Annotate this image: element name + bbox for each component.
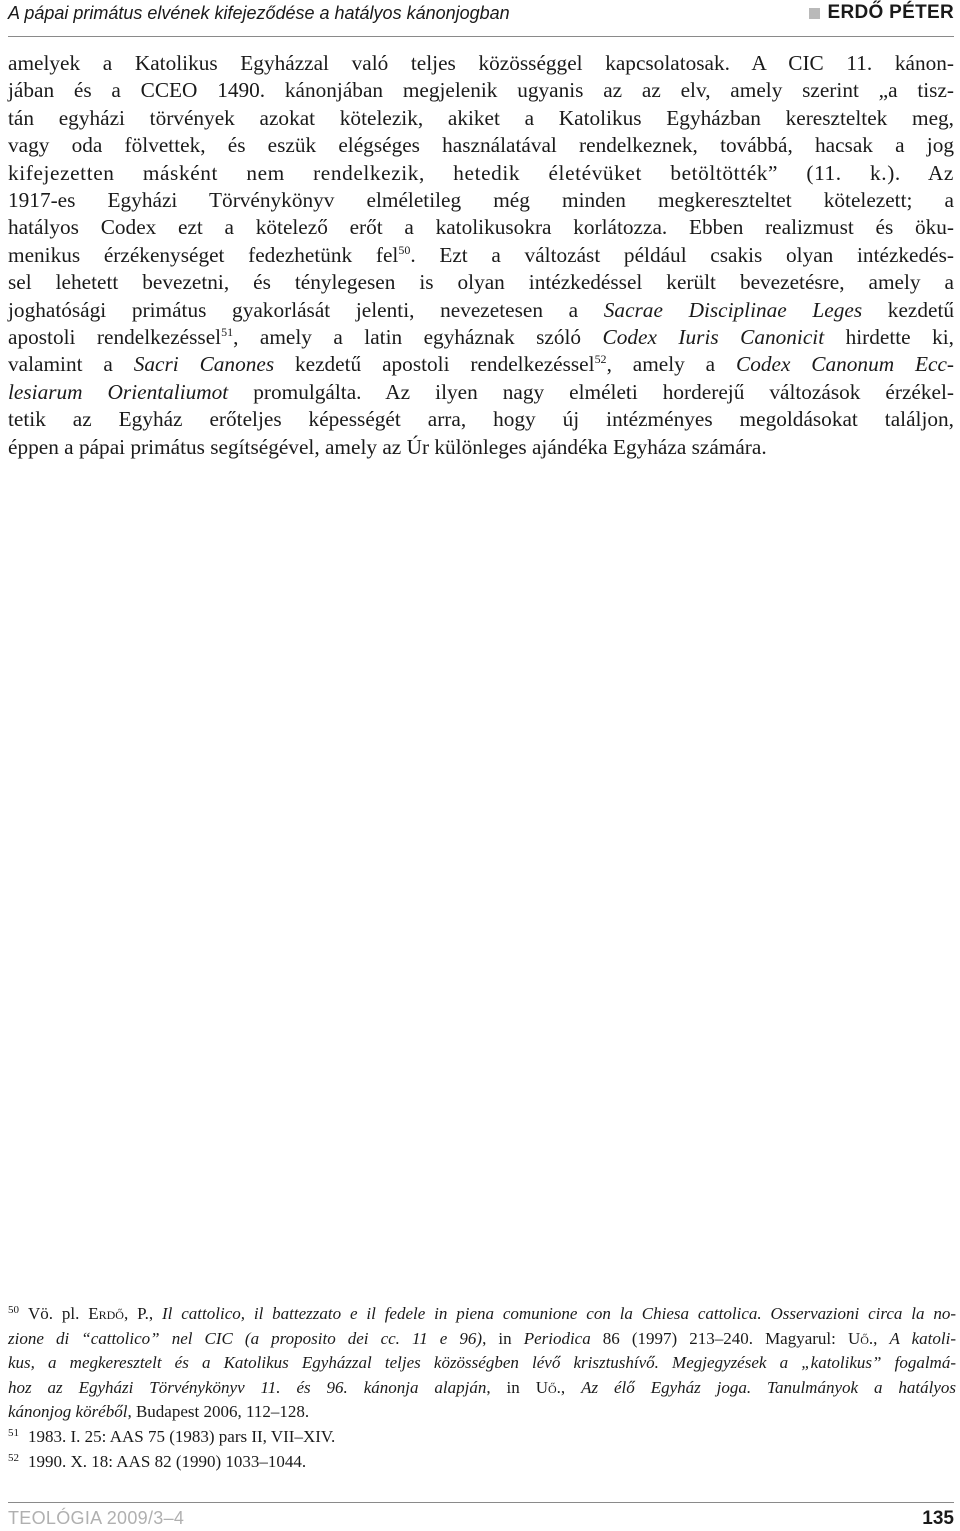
footnote-ref-52: 52 [594,352,607,367]
text-line: valamint a Sacri Canones kezdetű apostoli rendelkezéssel$^{52}$, amely a Codex Canonum Ecc- [8,352,954,377]
footnote-ref-51: 51 [221,325,234,340]
text-line: menikus érzékenységet fedezhetünk fel$^{50}$. Ezt a változást például csakis olyan intézkedés- [8,242,954,267]
text-line: joghatósági primátus gyakorlását jelenti, nevezetesen a Sacrae Disciplinae Leges kezdetű [8,297,955,322]
text-line: vagy oda fölvettek, és eszük elégséges használatával rendelkeznek, továbbá, hacsak a jog [8,133,954,158]
main-paragraph [8,50,954,461]
square-bullet-icon [809,8,820,19]
text-line: tán egyházi törvények azokat kötelezik, akiket a Katolikus Egyházban kereszteltek meg, [8,105,954,130]
footnote-50-line: zione di “cattolico” nel CIC (a proposito dei cc. 11 e 96), in Periodica 86 (1997) 213–240. Magyarul: Uő., A katoli- [8,1328,957,1348]
footnote-50-line: kus, a megkeresztelt és a Katolikus Egyházzal teljes közösségben lévő krisztushívő. Megjegyzések a „katolikus” fogalmá- [8,1353,956,1373]
footnotes [8,1302,956,1474]
footnote-50: 50 Vö. pl. Erdő, P., Il cattolico, il battezzato e il fedele in piena comunione con la Chiesa cattolica. Osservazioni circa la no- [8,1304,957,1323]
text-line: lesiarum Orientaliumot promulgálta. Az ilyen nagy elméleti horderejű változások érzékel- [8,379,954,404]
text-line: apostoli rendelkezéssel$^{51}$, amely a latin egyháznak szóló Codex Iuris Canonicit hirdette ki, [8,325,954,350]
header-rule [8,36,954,37]
text-line: éppen a pápai primátus segítségével, amely az Úr különleges ajándéka Egyháza számára. [8,434,767,459]
text-line: 1917-es Egyházi Törvénykönyv elméletileg még minden megkereszteltet kötelezett; a [8,188,954,213]
footnote-ref-50: 50 [398,242,411,257]
footnote-50-line: kánonjog köréből, Budapest 2006, 112–128. [8,1402,310,1422]
footnote-52: 52 1990. X. 18: AAS 82 (1990) 1033–1044. [8,1451,307,1471]
text-line: amelyek a Katolikus Egyházzal való teljes közösséggel kapcsolatosak. A CIC 11. kánon- [8,51,954,75]
author-name: ERDŐ PÉTER [827,2,954,23]
text-line: sel lehetett bevezetni, és ténylegesen is olyan intézkedéssel került bevezetésre, amely a [8,270,954,295]
running-header-title: A pápai primátus elvének kifejeződése a hatályos kánonjogban [8,3,510,23]
footnote-51: 51 1983. I. 25: AAS 75 (1983) pars II, VII–XIV. [8,1426,336,1446]
text-line: tetik az Egyház erőteljes képességét arra, hogy új intézményes megoldásokat találjon, [8,407,954,432]
page-number: 135 [922,1508,954,1529]
text-line: jában és a CCEO 1490. kánonjában megjelenik ugyanis az az elv, amely szerint „a tisz- [8,78,954,103]
text-line: kifejezetten másként nem rendelkezik, hetedik életévüket betöltötték” (11. k.). Az [8,160,954,185]
running-header-author [809,2,954,24]
journal-name: TEOLÓGIA 2009/3–4 [8,1508,185,1528]
text-line: hatályos Codex ezt a kötelező erőt a katolikusokra korlátozza. Ebben realizmust és öku- [8,215,954,240]
footnote-50-line: hoz az Egyházi Törvénykönyv 11. és 96. kánonja alapján, in Uő., Az élő Egyház joga. Tanulmányok a hatályos [8,1377,956,1397]
footer-rule [8,1502,954,1503]
